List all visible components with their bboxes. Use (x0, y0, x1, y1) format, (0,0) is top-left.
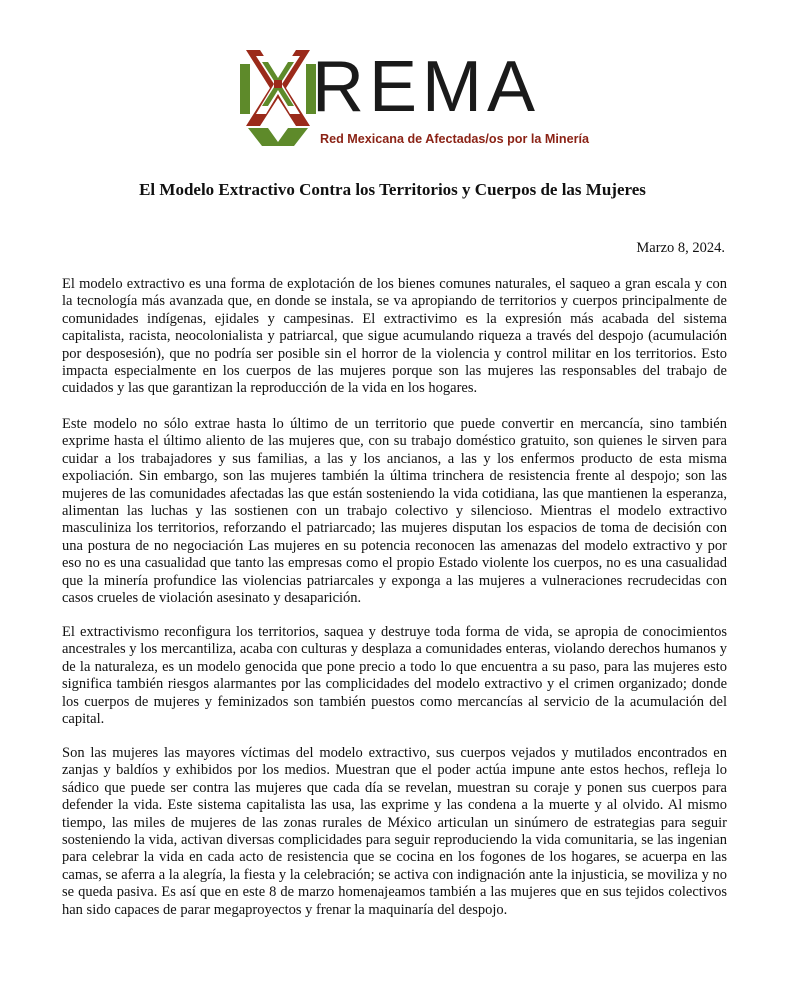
rema-wordmark: REMA (312, 47, 541, 127)
rema-subtitle: Red Mexicana de Afectadas/os por la Minería (320, 132, 589, 146)
rema-logo (238, 44, 589, 154)
paragraph-4: Son las mujeres las mayores víctimas del modelo extractivo, sus cuerpos vejados y mutilados encontrados en zanjas y baldíos y exhibidos por los medios. Muestran que el poder actúa impune ante estos hechos, refleja lo sádico que puede ser contra las mujeres que cada día se revelan, muestran su coraje y ponen sus cuerpos para defender la vida. Este sistema capitalista las usa, las exprime y las condena a la muerte y al olvido. Al mismo tiempo, las miles de mujeres de las zonas rurales de México articulan un sinúmero de estrategias para seguir sosteniendo la vida, activan diversas complicidades para seguir reproduciendo la vida comunitaria, se las ingenian para celebrar la vida en cada acto de resistencia que se cocina en los fogones de los hogares, se acuerpa en las camas, se aferra a la alegría, la fiesta y la celebración; se activa con indignación ante la injusticia, se moviliza y no se queda pasiva. Es así que en este 8 de marzo homenajeamos también a las mujeres que en sus tejidos colectivos han sido capaces de parar megaproyectos y frenar la maquinaría del despojo. (62, 745, 727, 918)
paragraph-2: Este modelo no sólo extrae hasta lo último de un territorio que puede convertir en mercancía, sino también exprime hasta el último aliento de las mujeres que, con su trabajo doméstico gratuito, son quienes le sirven para cuidar a los trabajadores y sus familias, a las y los ancianos, a las y los enfermos producto de esta misma expoliación. Sin embargo, son las mujeres también la última trinchera de resistencia frente al despojo; son las mujeres de las comunidades afectadas las que están sosteniendo la vida cotidiana, las que mantienen la esperanza, alimentan las luchas y las sostienen con un trabajo colectivo y silencioso. Mientras el modelo extractivo masculiniza los territorios, reforzando el patriarcado; las mujeres disputan los espacios de toma de decisión con una postura de no negociación Las mujeres en su potencia reconocen las amenazas del modelo extractivo y por eso no es una casualidad que tanto las empresas como el propio Estado violente los cuerpos, no es una casualidad que la minería profundice las violencias patriarcales y exponga a las mujeres a vulneraciones recrudecidas con casos crueles de violación asesinato y desaparición. (62, 416, 727, 607)
document-title: El Modelo Extractivo Contra los Territorios y Cuerpos de las Mujeres (139, 180, 646, 199)
document-date: Marzo 8, 2024. (636, 240, 725, 256)
paragraph-1: El modelo extractivo es una forma de explotación de los bienes comunes naturales, el saqueo a gran escala y con la tecnología más avanzada que, en donde se instala, se va apropiando de territorios y cuerpos principalmente de comunidades indígenas, ejidales y campesinas. El extractivimo es la expresión más acabada del sistema capitalista, racista, neocolonialista y patriarcal, que sigue acumulando riqueza a través del despojo (acumulación por desposesión), que no podría ser posible sin el horror de la violencia y control militar en los territorios. Esto impacta especialmente en los cuerpos de las mujeres porque son las mujeres las responsables del trabajo de cuidados y las que garantizan la reproducción de la vida en los hogares. (62, 276, 727, 397)
paragraph-3: El extractivismo reconfigura los territorios, saquea y destruye toda forma de vida, se apropia de conocimientos ancestrales y los mercantiliza, acaba con culturas y desplaza a comunidades enteras, violando derechos humanos y de la naturaleza, es un modelo genocida que pone precio a todo lo que encuentra a su paso, para las mujeres esto significa también riesgos alarmantes por las complicidades del modelo extractivo y el crimen organizado; donde los cuerpos de mujeres y feminizados son también puestos como mercancías al servicio de la acumulación del capital. (62, 624, 727, 728)
rema-logo-mark-icon (238, 44, 318, 148)
